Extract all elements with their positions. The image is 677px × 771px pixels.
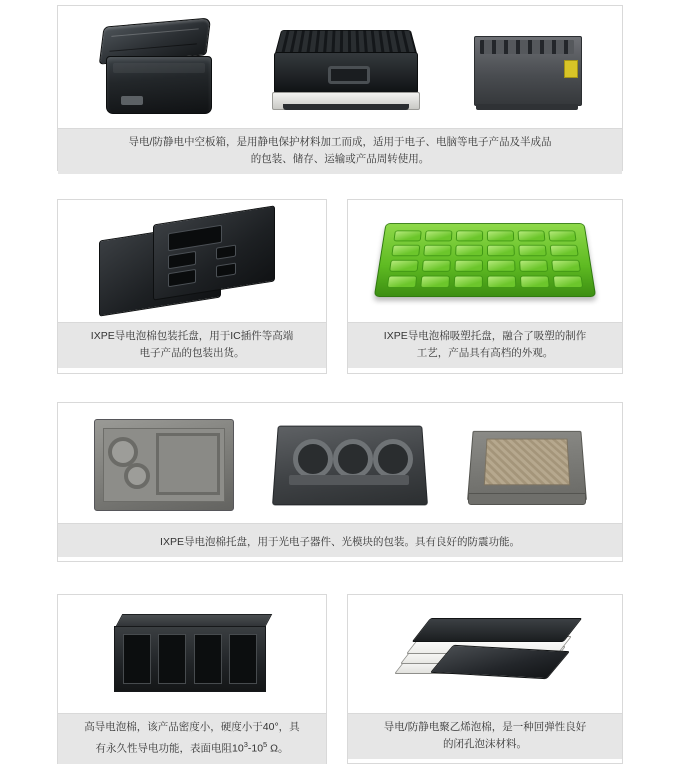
black-ic-trays-figure (97, 209, 287, 317)
product-image-group (58, 403, 622, 523)
divider-box-figure (472, 26, 582, 114)
product-card-ixpe-foam-tray[interactable] (57, 402, 623, 562)
caption-line-2: 有永久性导电功能，表面电阻$10^3-10^5$ Ω。 (95, 740, 289, 755)
caption-line-1: IXPE导电泡棉包装托盘，用于IC插件等高端 (90, 330, 294, 342)
black-foam-block-figure (112, 610, 272, 702)
product-image-group (58, 6, 622, 128)
caption-line-2: 工艺，产品具有高档的外观。 (416, 347, 554, 359)
caption-line-2: 电子产品的包装出货。 (139, 347, 245, 359)
product-card-ixpe-blister-tray[interactable] (347, 199, 623, 374)
black-open-case-figure (98, 20, 218, 120)
exponent-3: 3 (243, 740, 248, 749)
product-card-conductive-pe-foam-sheet[interactable] (347, 594, 623, 764)
caption-line-1: IXPE导电泡棉吸塑托盘，融合了吸塑的制作 (383, 330, 587, 342)
product-caption (348, 713, 622, 759)
product-card-ixpe-ic-tray[interactable] (57, 199, 327, 374)
foam-open-box-figure (466, 417, 586, 513)
dark-foam-three-rings-figure (275, 417, 425, 513)
product-image-group (58, 595, 326, 713)
product-caption (58, 523, 622, 557)
product-caption (58, 322, 326, 368)
vented-crate-with-handle-figure (270, 22, 420, 118)
product-card-hollow-board-case[interactable] (57, 5, 623, 171)
product-caption (58, 713, 326, 764)
caption-line-2: 的包装、储存、运输或产品周转使用。 (250, 153, 430, 165)
product-image-group (348, 200, 622, 322)
green-blister-tray-figure (380, 213, 590, 313)
stacked-foam-sheets-figure (395, 608, 575, 704)
product-caption (58, 128, 622, 174)
product-card-high-conductive-foam[interactable] (57, 594, 327, 764)
product-image-group (58, 200, 326, 322)
product-image-group (348, 595, 622, 713)
product-caption (348, 322, 622, 368)
exponent-5: 5 (263, 740, 268, 749)
caption-line-1: 高导电泡棉，该产品密度小，硬度小于40°，具 (84, 721, 300, 733)
caption-line-1: 导电/防静电聚乙烯泡棉，是一种回弹性良好 (383, 721, 587, 733)
caption-line-1: 导电/防静电中空板箱，是用静电保护材料加工而成，适用于电子、电脑等电子产品及半成品 (128, 136, 552, 148)
grey-foam-insert-figure (94, 415, 234, 515)
caption-line-2: 的闭孔泡沫材料。 (443, 738, 527, 750)
caption-line-1: IXPE导电泡棉托盘，用于光电子器件、光模块的包装。具有良好的防震功能。 (160, 536, 520, 548)
